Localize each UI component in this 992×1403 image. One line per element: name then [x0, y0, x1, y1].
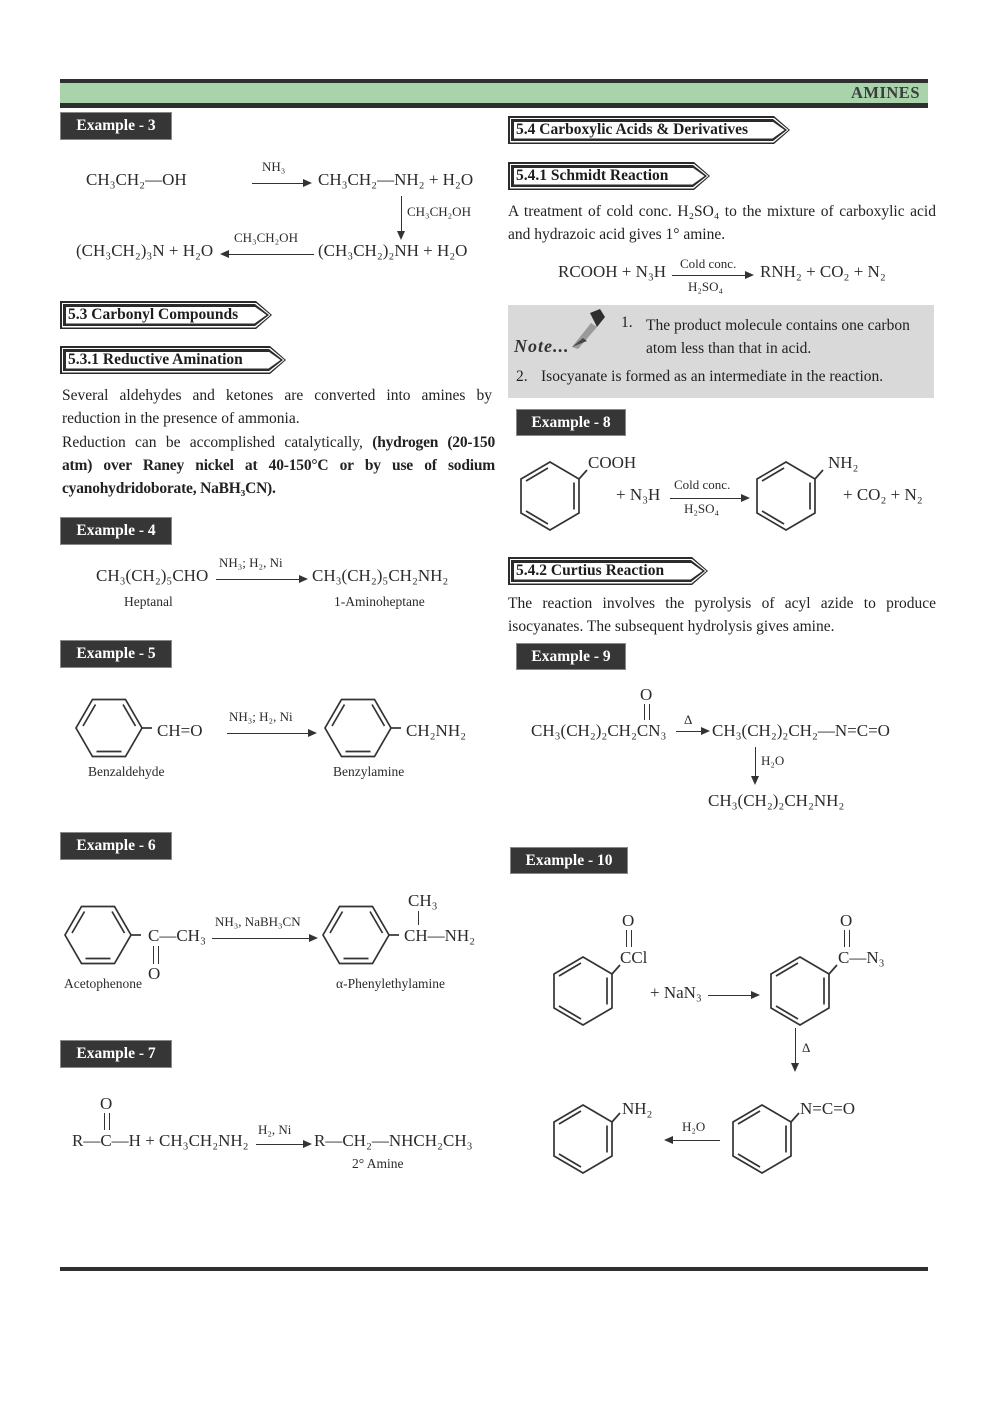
arrow-label-h2o: H₂O [761, 753, 785, 768]
example-8-label-text: Example - 8 [531, 413, 611, 431]
example-9-label [516, 643, 626, 670]
benzene-ring [545, 950, 621, 1032]
atom-oxygen: O [100, 1094, 113, 1113]
reaction-arrow-down [795, 1028, 796, 1070]
paragraph-reductive-amination: Several aldehydes and ketones are converted into amines by reduction in the presence of ammonia. [62, 387, 492, 427]
name-benzylamine: Benzylamine [333, 764, 405, 779]
section-heading-5-3-1 [60, 346, 286, 374]
example-9-label-text: Example - 9 [531, 647, 611, 665]
note-item-1-number: 1. [621, 314, 633, 331]
reaction-arrow [670, 498, 748, 499]
arrow-label-ethanol: CH₃CH₂OH [407, 204, 471, 219]
footer-rule [60, 1267, 928, 1271]
arrow-label-nh3-h2-ni: NH₃; H₂, Ni [219, 555, 283, 570]
example-3-label-text: Example - 3 [76, 117, 156, 134]
reaction-arrow-left [666, 1140, 720, 1141]
paragraph-reduction-conditions [62, 431, 495, 500]
note-title: Note... [514, 336, 570, 356]
formula-butyl-isocyanate: CH₃(CH₂)₂CH₂—N=C=O [712, 721, 890, 740]
page-title: AMINES [850, 83, 920, 102]
substituent-cooh: COOH [588, 453, 637, 472]
formula-heptanal: CH₃(CH₂)₅CHO [96, 566, 209, 585]
arrow-label-nh3-nabh3cn: NH₃, NaBH₃CN [215, 914, 301, 929]
substituent-ccl: CCl [620, 948, 648, 967]
arrow-label-h2-ni: H₂, Ni [258, 1122, 292, 1137]
arrow-label-delta: Δ [802, 1040, 811, 1055]
note-item-2-text: Isocyanate is formed as an intermediate in the reaction. [541, 368, 884, 385]
name-benzaldehyde: Benzaldehyde [88, 764, 165, 779]
single-bond [418, 911, 419, 925]
atom-oxygen: O [640, 685, 653, 704]
benzene-ring [73, 692, 153, 764]
heading-text: 5.4.2 Curtius Reaction [516, 562, 665, 579]
formula-acyl-azide: CH₃(CH₂)₂CH₂CN₃ [531, 721, 667, 740]
section-heading-5-4 [508, 116, 790, 144]
example-4-label [60, 517, 172, 545]
example-10-label [510, 847, 628, 874]
benzene-ring [724, 1098, 800, 1180]
arrow-label-nh3-h2-ni: NH₃; H₂, Ni [229, 709, 293, 724]
paragraph-bold-text: (hydrogen (20-150 atm) over Raney nickel at 40-150°C or by use of sodium cyanohydridoborate, NaBH₃CN). [62, 434, 495, 497]
reaction-arrow [216, 579, 306, 580]
double-bond [153, 946, 159, 964]
example-10-label-text: Example - 10 [525, 851, 613, 869]
name-acetophenone: Acetophenone [64, 976, 142, 991]
reaction-arrow-down [755, 747, 756, 783]
paragraph-normal-text: Reduction can be accomplished catalytically, [62, 434, 373, 451]
section-heading-5-3 [60, 301, 272, 329]
atom-oxygen: O [148, 964, 161, 983]
arrow-label-cold-conc: Cold conc. [680, 256, 737, 271]
reaction-arrow [227, 733, 315, 734]
arrow-label-nh3: NH₃ [262, 159, 286, 174]
example-4-label-text: Example - 4 [76, 522, 156, 539]
arrow-label-h2so4: H₂SO₄ [688, 279, 724, 294]
reaction-arrow [676, 731, 708, 732]
substituent-nh2: NH₂ [622, 1099, 653, 1118]
formula-triethylamine: (CH₃CH₂)₃N + H₂O [76, 241, 214, 260]
substituent-nco: N=C=O [800, 1099, 856, 1118]
formula-plus-co2-n2: + CO₂ + N₂ [843, 485, 923, 504]
header-bar [60, 79, 928, 108]
heading-text: 5.3 Carbonyl Compounds [68, 306, 239, 323]
formula-aminoheptane: CH₃(CH₂)₅CH₂NH₂ [312, 566, 449, 585]
benzene-ring [762, 950, 838, 1032]
double-bond [844, 930, 850, 947]
formula-diethylamine: (CH₃CH₂)₂NH + H₂O [318, 241, 468, 260]
reaction-arrow-left [222, 254, 314, 255]
formula-rcooh-n3h: RCOOH + N₃H [558, 262, 667, 281]
heading-text: 5.4.1 Schmidt Reaction [516, 167, 669, 184]
reaction-arrow-down [401, 196, 402, 238]
note-item-1-text: The product molecule contains one carbon atom less than that in acid. [646, 317, 910, 357]
substituent-c-n3: C—N₃ [838, 948, 885, 967]
formula-rnh2-co2-n2: RNH₂ + CO₂ + N₂ [760, 262, 886, 281]
example-5-label [60, 640, 172, 668]
atom-oxygen: O [840, 911, 853, 930]
example-6-label [60, 832, 172, 860]
double-bond [644, 704, 650, 720]
substituent-cho: CH=O [157, 721, 203, 740]
formula-aldehyde-plus-ethylamine: R—C—H + CH₃CH₂NH₂ [72, 1131, 249, 1150]
arrow-label-ethanol2: CH₃CH₂OH [234, 230, 298, 245]
example-8-label [516, 409, 626, 436]
substituent-ch-nh2: CH—NH₂ [404, 926, 476, 945]
reaction-arrow [256, 1144, 310, 1145]
reaction-arrow [252, 183, 310, 184]
reaction-arrow [672, 275, 752, 276]
example-7-label-text: Example - 7 [76, 1045, 156, 1062]
substituent-ch2nh2: CH₂NH₂ [406, 721, 467, 740]
benzene-ring [545, 1098, 621, 1180]
arrow-label-delta: Δ [684, 712, 693, 727]
arrow-label-h2so4: H₂SO₄ [684, 501, 720, 516]
heading-text: 5.3.1 Reductive Amination [68, 351, 243, 368]
reaction-arrow [708, 995, 758, 996]
example-6-label-text: Example - 6 [76, 837, 156, 854]
double-bond [104, 1113, 110, 1130]
section-heading-5-4-2 [508, 557, 708, 585]
name-secondary-amine: 2° Amine [352, 1156, 404, 1171]
substituent-ch3: CH₃ [408, 891, 438, 910]
atom-oxygen: O [622, 911, 635, 930]
formula-ethanol: CH₃CH₂—OH [86, 170, 187, 189]
name-aminoheptane: 1-Aminoheptane [334, 594, 425, 609]
example-5-label-text: Example - 5 [76, 645, 156, 662]
pen-icon [560, 307, 608, 355]
benzene-ring [748, 455, 824, 537]
name-heptanal: Heptanal [124, 594, 173, 609]
formula-plus-n3h: + N₃H [616, 485, 661, 504]
substituent-nh2: NH₂ [828, 453, 859, 472]
paragraph-curtius: The reaction involves the pyrolysis of acyl azide to produce isocyanates. The subsequent hydrolysis gives amine. [508, 595, 936, 635]
substituent-c-ch3: C—CH₃ [148, 926, 206, 945]
formula-butylamine: CH₃(CH₂)₂CH₂NH₂ [708, 791, 845, 810]
reaction-arrow [212, 938, 316, 939]
benzene-ring [512, 455, 588, 537]
example-3-label [60, 112, 172, 140]
section-heading-5-4-1 [508, 162, 710, 190]
formula-plus-nan3: + NaN₃ [650, 983, 702, 1002]
benzene-ring [320, 899, 400, 971]
formula-secondary-amine: R—CH₂—NHCH₂CH₃ [314, 1131, 473, 1150]
arrow-label-h2o: H₂O [682, 1119, 706, 1134]
double-bond [626, 930, 632, 947]
heading-text: 5.4 Carboxylic Acids & Derivatives [516, 121, 749, 138]
note-item-2-number: 2. [516, 368, 528, 385]
benzene-ring [322, 692, 402, 764]
benzene-ring [62, 899, 142, 971]
arrow-label-cold-conc: Cold conc. [674, 477, 731, 492]
name-phenylethylamine: α-Phenylethylamine [336, 976, 446, 991]
formula-ethylamine: CH₃CH₂—NH₂ + H₂O [318, 170, 474, 189]
paragraph-schmidt: A treatment of cold conc. H₂SO₄ to the mixture of carboxylic acid and hydrazoic acid gives 1° amine. [508, 203, 936, 243]
example-7-label [60, 1040, 172, 1068]
